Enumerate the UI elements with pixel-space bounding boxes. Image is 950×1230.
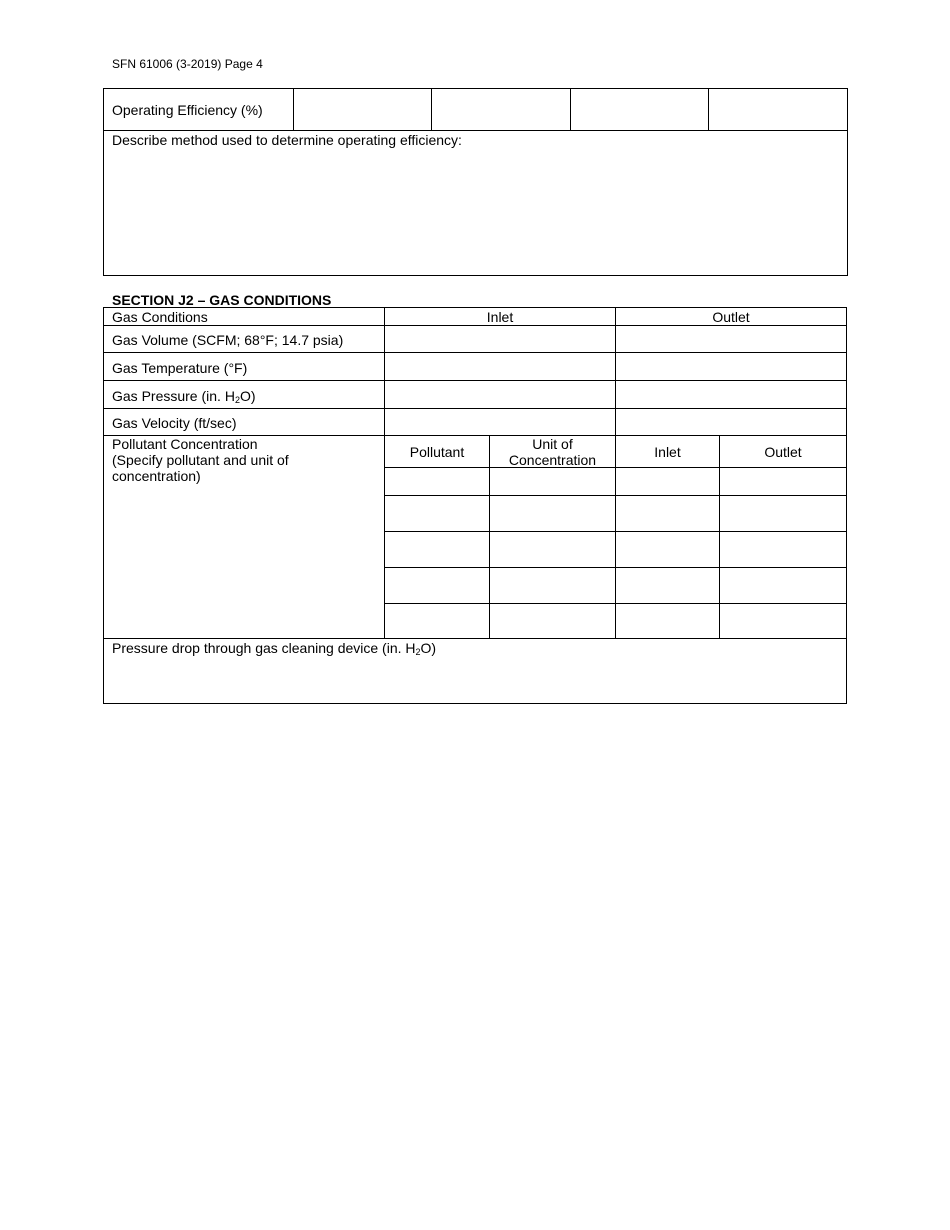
inlet-header-cell bbox=[384, 307, 616, 326]
gas-pressure-label-cell bbox=[103, 380, 385, 409]
pollutant-name-field[interactable] bbox=[384, 567, 490, 604]
pollutant-name-field[interactable] bbox=[384, 603, 490, 639]
gas-temperature-label-cell bbox=[103, 352, 385, 381]
pollutant-name-field[interactable] bbox=[384, 531, 490, 568]
gas-pressure-label: Gas Pressure (in. $H_2O$) bbox=[112, 388, 256, 405]
inlet-header: Inlet bbox=[486, 309, 514, 325]
outlet-header: Outlet bbox=[712, 309, 750, 325]
gas-volume-outlet-field[interactable] bbox=[615, 325, 847, 353]
pollutant-unit-field[interactable] bbox=[489, 495, 616, 532]
gas-velocity-inlet-field[interactable] bbox=[384, 408, 616, 436]
pollutant-concentration-label-line-2: (Specify pollutant and unit of bbox=[112, 452, 289, 468]
pollutant-outlet-field[interactable] bbox=[719, 495, 847, 532]
efficiency-method-label: Describe method used to determine operating efficiency: bbox=[112, 132, 462, 148]
pollutant-column-header-cell bbox=[384, 435, 490, 468]
pollutant-name-field[interactable] bbox=[384, 495, 490, 532]
efficiency-value-field-2[interactable] bbox=[431, 88, 571, 131]
efficiency-value-field-4[interactable] bbox=[708, 88, 848, 131]
unit-column-header-line-1: Unit of bbox=[532, 436, 573, 452]
pollutant-unit-field[interactable] bbox=[489, 603, 616, 639]
efficiency-value-field-1[interactable] bbox=[293, 88, 432, 131]
outlet-header-cell bbox=[615, 307, 847, 326]
pressure-drop-field[interactable] bbox=[103, 638, 847, 704]
unit-column-header-line-2: Concentration bbox=[508, 452, 597, 468]
pollutant-outlet-field[interactable] bbox=[719, 531, 847, 568]
pollutant-concentration-label-line-1: Pollutant Concentration bbox=[112, 436, 258, 452]
pollutant-name-field[interactable] bbox=[384, 467, 490, 496]
gas-volume-label: Gas Volume (SCFM; 68°F; 14.7 psia) bbox=[112, 332, 344, 348]
pollutant-outlet-header-cell bbox=[719, 435, 847, 468]
pollutant-outlet-field[interactable] bbox=[719, 603, 847, 639]
pollutant-inlet-field[interactable] bbox=[615, 467, 720, 496]
gas-temperature-label: Gas Temperature (°F) bbox=[112, 360, 248, 376]
pressure-drop-label: Pressure drop through gas cleaning device (in. $H_2O$) bbox=[112, 640, 437, 657]
efficiency-value-field-3[interactable] bbox=[570, 88, 709, 131]
pollutant-inlet-field[interactable] bbox=[615, 531, 720, 568]
operating-efficiency-label: Operating Efficiency (%) bbox=[112, 102, 263, 118]
gas-conditions-header-cell bbox=[103, 307, 385, 326]
gas-conditions-header: Gas Conditions bbox=[112, 309, 208, 325]
gas-pressure-inlet-field[interactable] bbox=[384, 380, 616, 409]
gas-temperature-inlet-field[interactable] bbox=[384, 352, 616, 381]
pollutant-outlet-field[interactable] bbox=[719, 467, 847, 496]
page-label: SFN 61006 (3-2019) Page 4 bbox=[112, 57, 263, 71]
pollutant-unit-field[interactable] bbox=[489, 567, 616, 604]
operating-efficiency-label-cell bbox=[103, 88, 294, 131]
pollutant-column-header: Pollutant bbox=[409, 444, 465, 460]
pollutant-concentration-label-cell bbox=[103, 435, 385, 639]
gas-pressure-outlet-field[interactable] bbox=[615, 380, 847, 409]
pollutant-outlet-header: Outlet bbox=[764, 444, 802, 460]
pollutant-inlet-field[interactable] bbox=[615, 567, 720, 604]
pollutant-inlet-field[interactable] bbox=[615, 495, 720, 532]
pollutant-inlet-field[interactable] bbox=[615, 603, 720, 639]
pollutant-concentration-label-line-3: concentration) bbox=[112, 468, 201, 484]
pollutant-unit-field[interactable] bbox=[489, 467, 616, 496]
gas-velocity-label-cell bbox=[103, 408, 385, 436]
gas-volume-label-cell bbox=[103, 325, 385, 353]
gas-temperature-outlet-field[interactable] bbox=[615, 352, 847, 381]
pollutant-outlet-field[interactable] bbox=[719, 567, 847, 604]
pollutant-unit-field[interactable] bbox=[489, 531, 616, 568]
unit-column-header-cell bbox=[489, 435, 616, 468]
gas-velocity-outlet-field[interactable] bbox=[615, 408, 847, 436]
efficiency-method-field[interactable] bbox=[103, 130, 848, 276]
pollutant-inlet-header-cell bbox=[615, 435, 720, 468]
pollutant-inlet-header: Inlet bbox=[654, 444, 681, 460]
gas-volume-inlet-field[interactable] bbox=[384, 325, 616, 353]
gas-velocity-label: Gas Velocity (ft/sec) bbox=[112, 415, 237, 431]
section-j2-title: SECTION J2 – GAS CONDITIONS bbox=[112, 292, 332, 308]
